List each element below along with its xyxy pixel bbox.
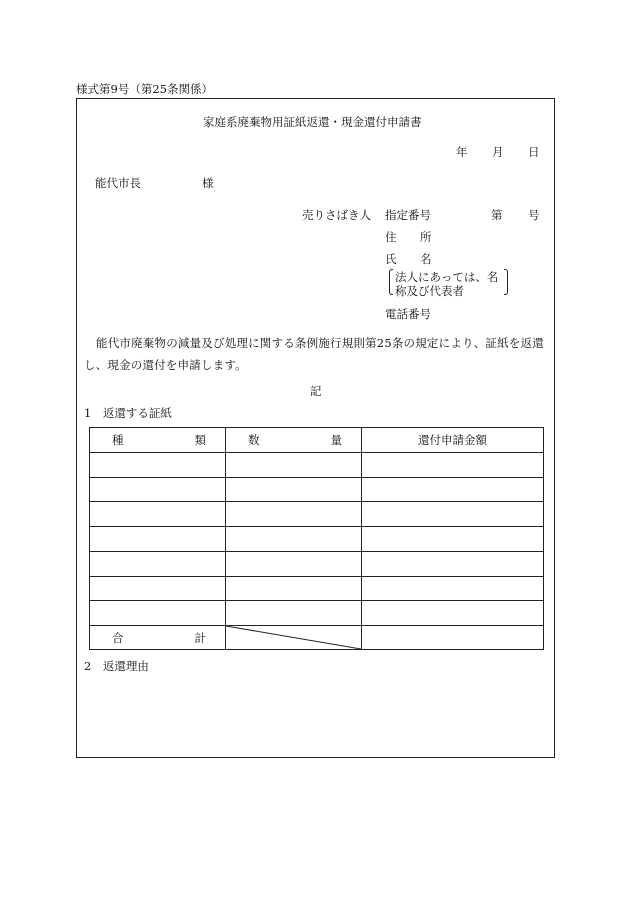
- section2-heading: 2 返還理由: [84, 659, 149, 673]
- type-cell[interactable]: [90, 477, 226, 502]
- name-label-2: 名: [420, 252, 432, 266]
- amount-cell[interactable]: [362, 477, 544, 502]
- table-row: [90, 576, 544, 601]
- table-total-row: [90, 626, 544, 650]
- header-type-a: 種: [112, 433, 124, 447]
- type-cell[interactable]: [90, 601, 226, 626]
- date-year: 年: [456, 145, 468, 159]
- header-quantity-a: 数: [248, 433, 260, 447]
- corp-note-line2: 称及び代表者: [395, 284, 464, 298]
- phone-label: 電話番号: [385, 307, 431, 321]
- date-day: 日: [528, 145, 540, 159]
- table-row: [90, 477, 544, 502]
- total-label-cell: [90, 626, 226, 650]
- corp-bracket-right: [504, 269, 508, 295]
- applicant-role: 売りさばき人: [302, 208, 371, 222]
- total-quantity-cell-slashed: [226, 626, 362, 650]
- quantity-cell[interactable]: [226, 527, 362, 552]
- address-label-2: 所: [420, 230, 432, 244]
- total-label-a: 合: [112, 630, 124, 645]
- table-row: [90, 551, 544, 576]
- table-row: [90, 502, 544, 527]
- table-row: [90, 527, 544, 552]
- header-refund-amount-label: 還付申請金額: [418, 433, 487, 447]
- returned-slips-table: [89, 427, 544, 650]
- amount-cell[interactable]: [362, 601, 544, 626]
- table-row: [90, 453, 544, 478]
- designation-prefix: 第: [491, 208, 503, 222]
- header-refund-amount: [362, 428, 544, 453]
- type-cell[interactable]: [90, 502, 226, 527]
- name-label-1: 氏: [385, 252, 397, 266]
- table-header-row: [90, 428, 544, 453]
- addressee-name: 能代市長: [95, 176, 141, 190]
- type-cell[interactable]: [90, 527, 226, 552]
- total-label-b: 計: [194, 630, 206, 645]
- total-amount-cell[interactable]: [362, 626, 544, 650]
- designation-suffix: 号: [528, 208, 540, 222]
- body-text-line2: し、現金の還付を申請します。: [84, 358, 247, 372]
- header-quantity: [226, 428, 362, 453]
- ki-marker: 記: [310, 384, 322, 398]
- table-body: [90, 453, 544, 626]
- quantity-cell[interactable]: [226, 576, 362, 601]
- designation-label: 指定番号: [385, 208, 431, 222]
- header-quantity-b: 量: [330, 433, 342, 447]
- address-label-1: 住: [385, 230, 397, 244]
- date-month: 月: [492, 145, 504, 159]
- amount-cell[interactable]: [362, 576, 544, 601]
- header-type-b: 類: [194, 433, 206, 447]
- corp-bracket-left: [389, 269, 393, 295]
- form-number: 様式第9号（第25条関係）: [76, 82, 213, 96]
- type-cell[interactable]: [90, 453, 226, 478]
- quantity-cell[interactable]: [226, 477, 362, 502]
- amount-cell[interactable]: [362, 551, 544, 576]
- section1-heading: 1 返還する証紙: [84, 406, 172, 420]
- type-cell[interactable]: [90, 551, 226, 576]
- form-title: 家庭系廃棄物用証紙返還・現金還付申請書: [203, 115, 422, 129]
- amount-cell[interactable]: [362, 453, 544, 478]
- body-text-line1: 能代市廃棄物の減量及び処理に関する条例施行規則第25条の規定により、証紙を返還: [96, 336, 544, 350]
- table-row: [90, 601, 544, 626]
- amount-cell[interactable]: [362, 502, 544, 527]
- quantity-cell[interactable]: [226, 502, 362, 527]
- corp-note-line1: 法人にあっては、名: [395, 270, 499, 284]
- quantity-cell[interactable]: [226, 551, 362, 576]
- quantity-cell[interactable]: [226, 453, 362, 478]
- diagonal-slash: [226, 626, 361, 649]
- addressee-honorific: 様: [202, 176, 214, 190]
- amount-cell[interactable]: [362, 527, 544, 552]
- type-cell[interactable]: [90, 576, 226, 601]
- header-type: [90, 428, 226, 453]
- quantity-cell[interactable]: [226, 601, 362, 626]
